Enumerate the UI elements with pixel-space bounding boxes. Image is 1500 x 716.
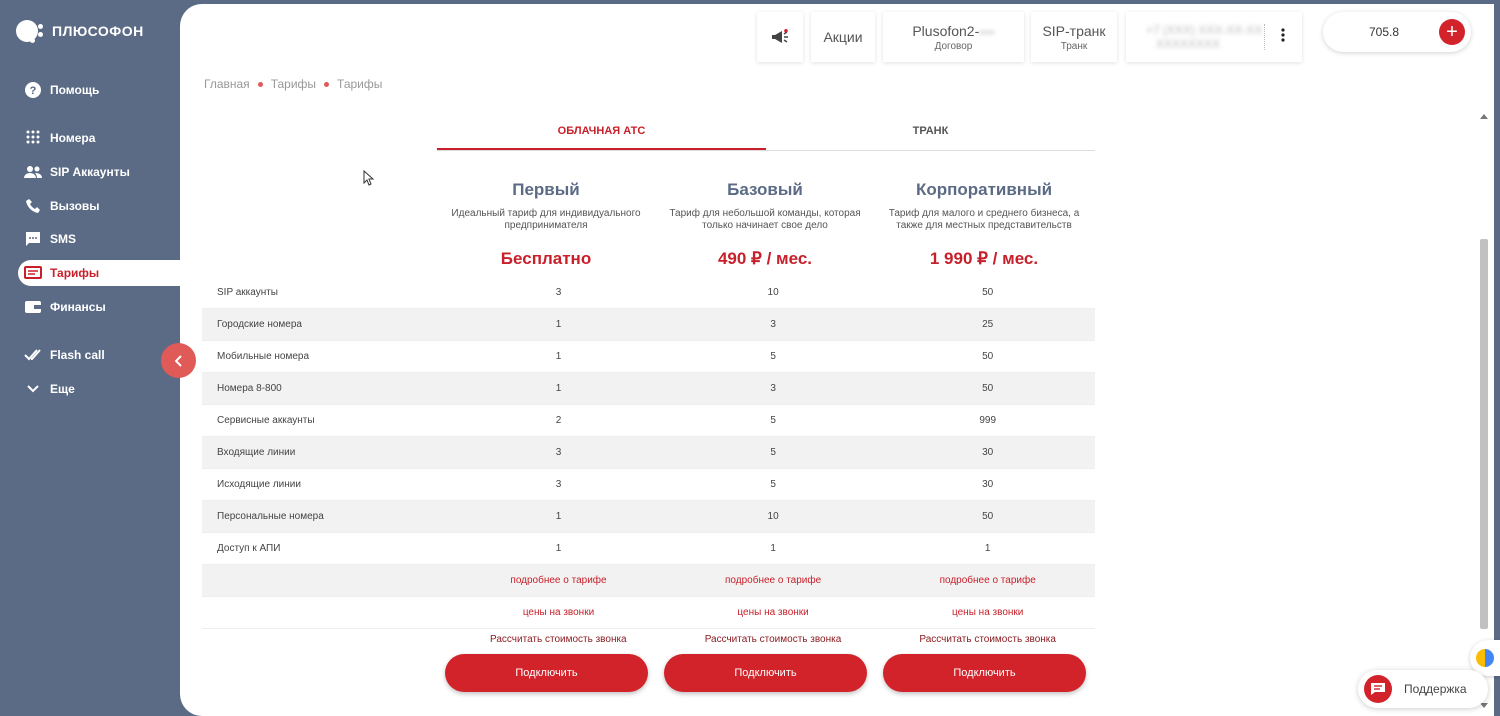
logo[interactable] (16, 18, 144, 44)
table-cell: 5 (770, 351, 776, 362)
row-label: Сервисные аккаунты (217, 415, 315, 426)
row-label: Мобильные номера (217, 351, 310, 362)
connect-button-basic[interactable]: Подключить (664, 654, 867, 692)
table-cell: 1 (984, 543, 991, 554)
chat-icon (1364, 675, 1392, 703)
plan-first (437, 180, 655, 269)
scroll-down-icon[interactable] (1480, 703, 1488, 708)
calc-call-cost-link[interactable]: Рассчитать стоимость звонка (704, 633, 842, 645)
row-label: Персональные номера (217, 511, 324, 522)
plan-name: Первый (512, 180, 580, 199)
sidebar-item-calls[interactable] (18, 192, 180, 220)
row-label: Номера 8-800 (217, 383, 282, 394)
row-label: Входящие линии (217, 447, 296, 458)
promo-label: Акции (823, 29, 863, 45)
phone-number: +7 (XXX) XXX-XX-XX (1146, 23, 1263, 37)
more-about-tariff-link[interactable]: подробнее о тарифе (939, 575, 1036, 586)
svg-text:?: ? (29, 85, 37, 97)
table-cell: 50 (982, 383, 994, 394)
table-row (202, 533, 1095, 565)
table-row (202, 469, 1095, 501)
breadcrumb (204, 77, 382, 91)
call-prices-link[interactable]: цены на звонки (952, 607, 1024, 618)
sidebar-item-sip-accounts[interactable] (18, 158, 180, 186)
phone-selector[interactable] (1126, 12, 1302, 62)
phone-icon (24, 197, 42, 215)
help-circle-icon (24, 81, 42, 99)
kebab-menu-icon[interactable] (1281, 27, 1284, 47)
support-label: Поддержка (1404, 682, 1467, 696)
table-row (202, 437, 1095, 469)
table-cell: 3 (555, 479, 562, 490)
table-cell: 3 (555, 287, 562, 298)
account-name: Plusofon2-•••• (912, 22, 995, 39)
row-label: Доступ к АПИ (217, 543, 281, 554)
balance-value: 705.8 (1369, 25, 1400, 39)
scrollbar[interactable] (1480, 114, 1488, 714)
table-cell: 50 (982, 351, 994, 362)
logo-icon (16, 18, 46, 44)
sidebar-item-label: Номера (50, 131, 96, 145)
sms-icon (24, 230, 42, 248)
sidebar-item-label: SMS (50, 232, 77, 246)
breadcrumb-current: Тарифы (337, 77, 383, 91)
plan-price: 1 990 ₽ / мес. (929, 249, 1039, 268)
table-row (202, 341, 1095, 373)
table-cell: 5 (770, 415, 776, 426)
plan-name: Базовый (727, 180, 803, 199)
support-chat-button[interactable] (1358, 670, 1488, 708)
plan-price: 490 ₽ / мес. (717, 249, 813, 268)
scrollbar-thumb[interactable] (1480, 239, 1488, 629)
sidebar-item-label: Тарифы (50, 266, 100, 280)
users-icon (24, 163, 42, 181)
wallet-icon (24, 298, 42, 316)
sidebar-item-more[interactable] (18, 375, 180, 403)
sidebar-item-flash-call[interactable] (18, 341, 180, 369)
table-cell: 1 (770, 543, 776, 554)
tariff-comparison-table (202, 277, 1095, 649)
widget-logo-icon (1476, 649, 1494, 667)
more-about-tariff-link[interactable]: подробнее о тарифе (725, 575, 822, 586)
breadcrumb-home[interactable]: Главная (204, 77, 250, 91)
plan-description: Тариф для небольшой команды, которая только начинает свое дело (669, 208, 861, 231)
connect-button-corporate[interactable]: Подключить (883, 654, 1086, 692)
sidebar-item-label: Помощь (50, 83, 100, 97)
sidebar-item-sms[interactable] (18, 225, 180, 253)
balance-widget (1323, 12, 1471, 52)
table-row (202, 309, 1095, 341)
dialpad-icon (24, 129, 42, 147)
sidebar-item-finance[interactable] (18, 293, 180, 321)
table-row (202, 405, 1095, 437)
table-cell: 999 (979, 415, 997, 426)
scroll-up-icon[interactable] (1480, 114, 1488, 119)
plus-icon: + (1446, 21, 1458, 43)
account-sub: Договор (934, 40, 973, 52)
breadcrumb-separator (258, 82, 263, 87)
plan-description: Идеальный тариф для индивидуального предпринимателя (451, 208, 641, 231)
sidebar-item-label: Вызовы (50, 199, 100, 213)
table-cell: 10 (767, 287, 779, 298)
trunk-name: SIP-транк (1042, 22, 1106, 39)
sidebar-item-label: Flash call (50, 348, 105, 362)
table-cell: 25 (982, 319, 994, 330)
table-cell: 2 (555, 415, 562, 426)
promo-notify-button[interactable] (757, 12, 803, 62)
table-cell: 1 (555, 351, 562, 362)
table-cell: 50 (982, 287, 994, 298)
table-row-more-links (202, 565, 1095, 597)
logo-text: ПЛЮСОФОН (52, 23, 144, 39)
tab-cloud-pbx[interactable]: ОБЛАЧНАЯ АТС (437, 116, 766, 150)
row-label: Городские номера (217, 319, 302, 330)
table-cell: 50 (982, 511, 994, 522)
top-up-button[interactable] (1439, 19, 1465, 45)
sidebar-item-label: Еще (50, 382, 75, 396)
tariff-tabs (437, 116, 1095, 151)
table-cell: 30 (982, 479, 994, 490)
sidebar-item-label: Финансы (50, 300, 106, 314)
sidebar-item-label: SIP Аккаунты (50, 165, 130, 179)
phone-number-2: XXXXXXXX (1156, 37, 1221, 51)
table-cell: 3 (770, 319, 776, 330)
topbar (180, 4, 1494, 66)
calc-call-cost-link[interactable]: Рассчитать стоимость звонка (919, 633, 1056, 645)
mouse-cursor-icon (363, 170, 375, 186)
plan-corporate (875, 180, 1093, 269)
tab-trunk[interactable]: ТРАНК (912, 125, 949, 137)
table-row-price-links (202, 597, 1095, 629)
sidebar-item-tariffs[interactable] (18, 260, 180, 286)
table-cell: 3 (555, 447, 562, 458)
promo-button[interactable] (811, 12, 875, 62)
chevron-down-icon (24, 380, 42, 398)
tariff-icon (24, 264, 42, 282)
sidebar-item-help[interactable] (18, 76, 180, 104)
row-label: Исходящие линии (217, 479, 301, 490)
row-label: SIP аккаунты (217, 287, 278, 298)
table-cell: 1 (555, 383, 562, 394)
main-panel (180, 4, 1494, 716)
breadcrumb-tariffs[interactable]: Тарифы (270, 77, 317, 91)
more-about-tariff-link[interactable]: подробнее о тарифе (510, 575, 607, 586)
plan-price: Бесплатно (500, 249, 592, 268)
table-cell: 10 (767, 511, 779, 522)
megaphone-icon (770, 29, 790, 45)
table-row (202, 373, 1095, 405)
table-cell: 30 (982, 447, 994, 458)
table-cell: 5 (770, 479, 776, 490)
plan-name: Корпоративный (915, 180, 1053, 199)
table-cell: 1 (555, 319, 562, 330)
table-cell: 1 (555, 543, 562, 554)
connect-button-first[interactable]: Подключить (445, 654, 648, 692)
trunk-selector[interactable] (1031, 12, 1117, 62)
collapse-sidebar-button[interactable] (161, 343, 196, 378)
table-row-calc-links (202, 629, 1095, 649)
call-prices-link[interactable]: цены на звонки (737, 607, 809, 618)
divider (1264, 24, 1265, 50)
double-check-icon (24, 346, 42, 364)
account-selector[interactable] (883, 12, 1024, 62)
sidebar-item-numbers[interactable] (18, 124, 180, 152)
chevron-left-icon (175, 355, 183, 367)
table-row (202, 277, 1095, 309)
calc-call-cost-link[interactable]: Рассчитать стоимость звонка (490, 633, 627, 645)
breadcrumb-separator (324, 82, 329, 87)
plan-basic (656, 180, 874, 269)
table-cell: 3 (770, 383, 776, 394)
sidebar (0, 0, 180, 716)
trunk-sub: Транк (1060, 40, 1088, 52)
call-prices-link[interactable]: цены на звонки (522, 607, 595, 618)
table-cell: 5 (770, 447, 776, 458)
table-row (202, 501, 1095, 533)
plan-description: Тариф для малого и среднего бизнеса, а также для местных представительств (888, 208, 1080, 231)
table-cell: 1 (555, 511, 562, 522)
